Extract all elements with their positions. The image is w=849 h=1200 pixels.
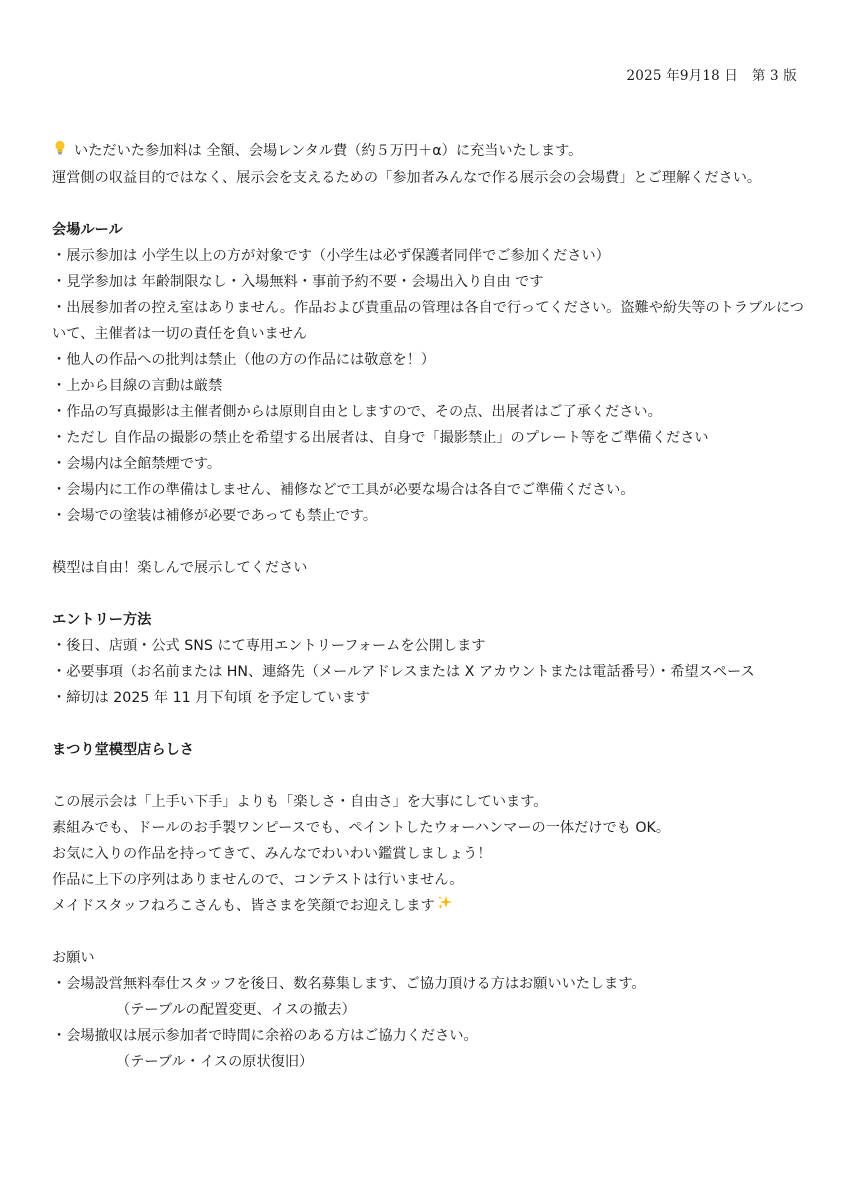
rules-item: ・ただし 自作品の撮影の禁止を希望する出展者は、自身で「撮影禁止」のプレート等をご準備ください	[52, 430, 709, 446]
request-heading: お願い	[52, 950, 95, 966]
rules-item: ・作品の写真撮影は主催者側からは原則自由としますので、その点、出展者はご了承ください。	[52, 404, 662, 420]
light-bulb-icon	[52, 139, 68, 165]
document-body	[52, 138, 812, 1075]
rules-item: ・会場での塗装は補修が必要であっても禁止です。	[52, 508, 378, 524]
style-heading: まつり堂模型店らしさ	[52, 742, 194, 758]
style-line: この展示会は「上手い下手」よりも「楽しさ・自由さ」を大事にしています。	[52, 794, 548, 810]
style-line-with-icon	[52, 893, 812, 919]
entry-item: ・締切は 2025 年 11 月下旬頃 を予定しています	[52, 690, 370, 706]
rules-item: ・会場内に工作の準備はしません、補修などで工具が必要な場合は各自でご準備ください。	[52, 482, 635, 498]
intro-line-1	[52, 138, 812, 165]
rules-item: ・他人の作品への批判は禁止（他の方の作品には敬意を！）	[52, 352, 436, 368]
sparkles-icon	[437, 893, 452, 919]
style-line: お気に入りの作品を持ってきて、みんなでわいわい鑑賞しましょう！	[52, 846, 492, 862]
style-line: メイドスタッフねろこさんも、皆さまを笑顔でお迎えします	[52, 898, 435, 914]
rules-item: ・上から目線の言動は厳禁	[52, 378, 223, 394]
rules-heading: 会場ルール	[52, 222, 123, 238]
request-item-2-note: （テーブル・イスの原状復旧）	[116, 1054, 314, 1070]
rules-item: ・展示参加は 小学生以上の方が対象です（小学生は必ず保護者同伴でご参加ください）	[52, 248, 610, 264]
document-date-version: 2025 年9月18 日 第 3 版	[626, 68, 797, 84]
style-line: 作品に上下の序列はありませんので、コンテストは行いません。	[52, 872, 464, 888]
intro-text-1: いただいた参加料は 全額、会場レンタル費（約５万円＋α）に充当いたします。	[74, 143, 583, 159]
entry-item: ・後日、店頭・公式 SNS にて専用エントリーフォームを公開します	[52, 638, 486, 654]
entry-item: ・必要事項（お名前または HN、連絡先（メールアドレスまたは X アカウントまたは電話番号）・希望スペース	[52, 664, 755, 680]
rules-item: ・会場内は全館禁煙です。	[52, 456, 222, 472]
rules-item: ・見学参加は 年齢制限なし・入場無料・事前予約不要・会場出入り自由 です	[52, 274, 544, 290]
style-line: 素組みでも、ドールのお手製ワンピースでも、ペイントしたウォーハンマーの一体だけでも OK。	[52, 820, 671, 836]
rules-item: ・出展参加者の控え室はありません。作品および貴重品の管理は各自で行ってください。盗難や紛失等のトラブルについて、主催者は一切の責任を負いません	[52, 300, 804, 342]
request-item-2: ・会場撤収は展示参加者で時間に余裕のある方はご協力ください。	[52, 1028, 478, 1044]
request-item-1: ・会場設営無料奉仕スタッフを後日、数名募集します、ご協力頂ける方はお願いいたします。	[52, 976, 646, 992]
free-note: 模型は自由！楽しんで展示してください	[52, 560, 308, 576]
intro-line-2: 運営側の収益目的ではなく、展示会を支えるための「参加者みんなで作る展示会の会場費」とご理解ください。	[52, 170, 762, 186]
entry-heading: エントリー方法	[52, 612, 152, 628]
request-item-1-note: （テーブルの配置変更、イスの撤去）	[116, 1002, 356, 1018]
